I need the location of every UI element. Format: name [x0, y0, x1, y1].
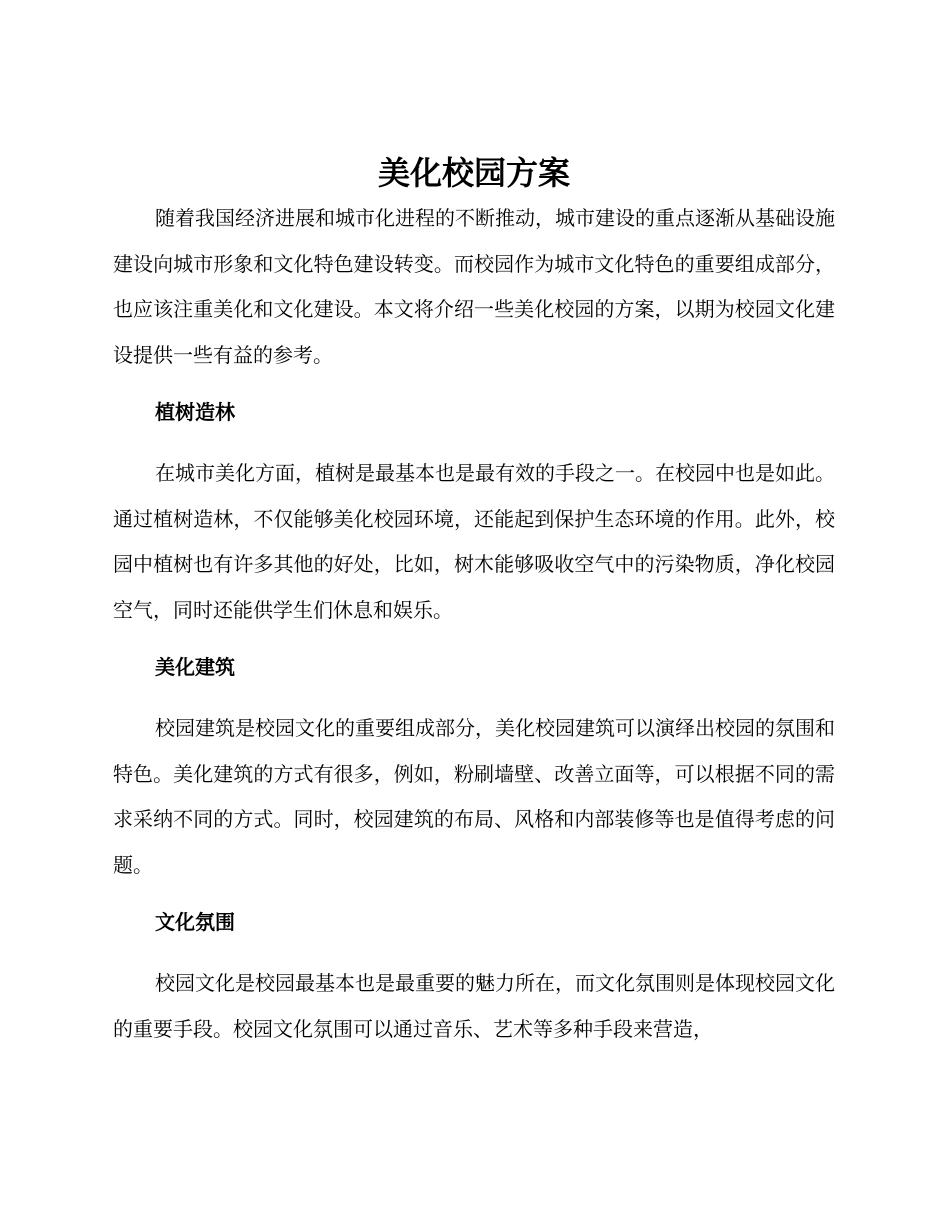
spacer: [113, 888, 835, 900]
section-heading-culture: 文化氛围: [155, 910, 235, 934]
section-heading-buildings: 美化建筑: [155, 655, 235, 679]
section-body-trees: 在城市美化方面，植树是最基本也是最有效的手段之一。在校园中也是如此。通过植树造林，不仅能够美化校园环境，还能起到保护生态环境的作用。此外，校园中植树也有许多其他的好处，比如，树木能够吸收空气中的污染物质，净化校园空气，同时还能供学生们休息和娱乐。: [113, 461, 835, 622]
intro-paragraph: 随着我国经济进展和城市化进程的不断推动，城市建设的重点逐渐从基础设施建设向城市形象和文化特色建设转变。而校园作为城市文化特色的重要组成部分，也应该注重美化和文化建设。本文将介绍一些美化校园的方案，以期为校园文化建设提供一些有益的参考。: [113, 206, 835, 367]
spacer: [113, 378, 835, 390]
section-body-buildings: 校园建筑是校园文化的重要组成部分，美化校园建筑可以演绎出校园的氛围和特色。美化建筑的方式有很多，例如，粉刷墙壁、改善立面等，可以根据不同的需求采纳不同的方式。同时，校园建筑的布局、风格和内部装修等也是值得考虑的问题。: [113, 716, 835, 877]
spacer: [113, 435, 835, 451]
section-heading-trees: 植树造林: [155, 400, 235, 424]
spacer: [113, 945, 835, 961]
spacer: [113, 690, 835, 706]
document-title: 美化校园方案: [377, 154, 570, 192]
document-page: [113, 150, 835, 1052]
spacer: [113, 633, 835, 645]
section-body-culture: 校园文化是校园最基本也是最重要的魅力所在，而文化氛围则是体现校园文化的重要手段。校园文化氛围可以通过音乐、艺术等多种手段来营造，: [113, 971, 835, 1041]
